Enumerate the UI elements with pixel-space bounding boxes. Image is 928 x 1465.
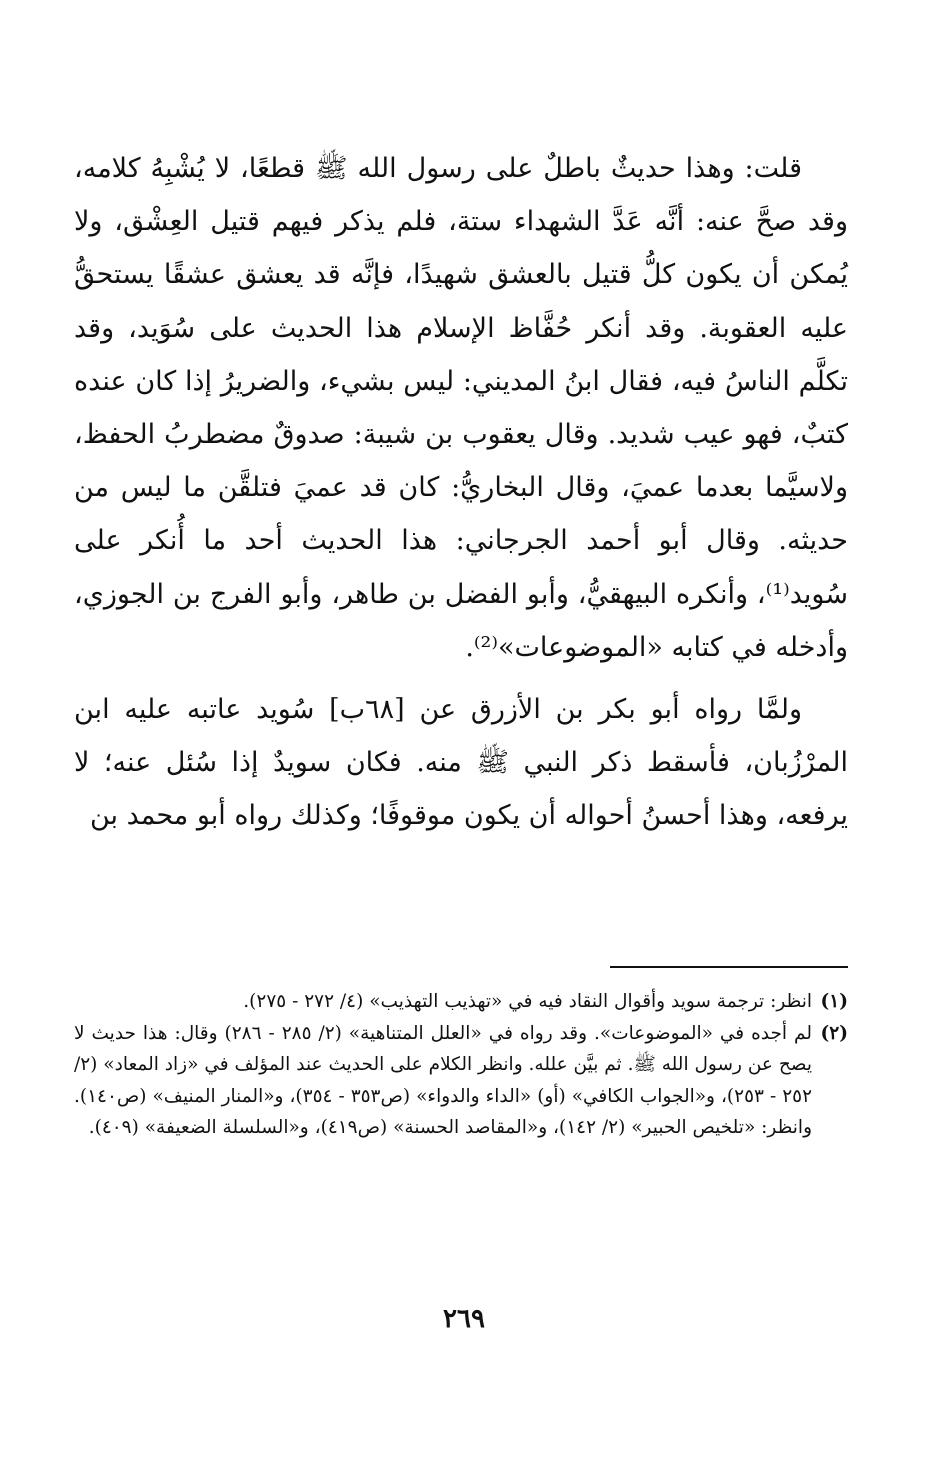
paragraph-2: ولمَّا رواه أبو بكر بن الأزرق عن [٦٨ب] سُويد عاتبه عليه ابن المرْزُبان، فأسقط ذكر النبي ﷺ منه. فكان سويدٌ إذا سُئل عنه؛ لا يرفعه، وهذا أحسنُ أحواله أن يكون موقوفًا؛ وكذلك رواه أبو محمد بن	[74, 694, 848, 832]
footnote-number: (١)	[820, 991, 848, 1012]
footnote-text: لم أجده في «الموضوعات». وقد رواه في «العلل المتناهية» (٢/ ٢٨٥ - ٢٨٦) وقال: هذا حديث لا يصح عن رسول الله ﷺ. ثم بيَّن علله. وانظر الكلام على الحديث عند المؤلف في «زاد المعاد» (٢/ ٢٥٢ - ٢٥٣)، و«الجواب الكافي» (أو) «الداء والدواء» (ص٣٥٣ - ٣٥٤)، و«المنار المنيف» (ص١٤٠). وانظر: «تلخيص الحبير» (٢/ ١٤٢)، و«المقاصد الحسنة» (ص٤١٩)، و«السلسلة الضعيفة» (٤٠٩).	[74, 1022, 813, 1138]
footnote-1	[74, 986, 848, 1018]
page-number: ٢٦٩	[443, 1304, 485, 1334]
footnotes	[74, 986, 848, 1144]
footnote-text: انظر: ترجمة سويد وأقوال النقاد فيه في «تهذيب التهذيب» (٤/ ٢٧٢ - ٢٧٥).	[243, 991, 812, 1012]
footnote-separator	[610, 966, 848, 968]
footnote-number: (٢)	[820, 1022, 848, 1044]
footnote-2	[74, 1018, 848, 1144]
main-text-body	[74, 142, 848, 843]
paragraph-1: قلت: وهذا حديثٌ باطلٌ على رسول الله ﷺ قطعًا، لا يُشْبِهُ كلامه، وقد صحَّ عنه: أنَّه عَدَّ الشهداء ستة، فلم يذكر فيهم قتيل العِشْق، ولا يُمكن أن يكون كلُّ قتيل بالعشق شهيدًا، فإنَّه قد يعشق عشقًا يستحقُّ عليه العقوبة. وقد أنكر حُفَّاظ الإسلام هذا الحديث على سُوَيد، وقد تكلَّم الناسُ فيه، فقال ابنُ المديني: ليس بشيء، والضريرُ إذا كان عنده كتبٌ، فهو عيب شديد. وقال يعقوب بن شيبة: صدوقٌ مضطربُ الحفظ، ولاسيَّما بعدما عميَ، وقال البخاريُّ: كان قد عميَ فتلقَّن ما ليس من حديثه. وقال أبو أحمد الجرجاني: هذا الحديث أحد ما أُنكر على سُويد⁽¹⁾، وأنكره البيهقيُّ، وأبو الفضل بن طاهر، وأبو الفرج بن الجوزي، وأدخله في كتابه «الموضوعات»⁽²⁾.	[74, 153, 848, 663]
